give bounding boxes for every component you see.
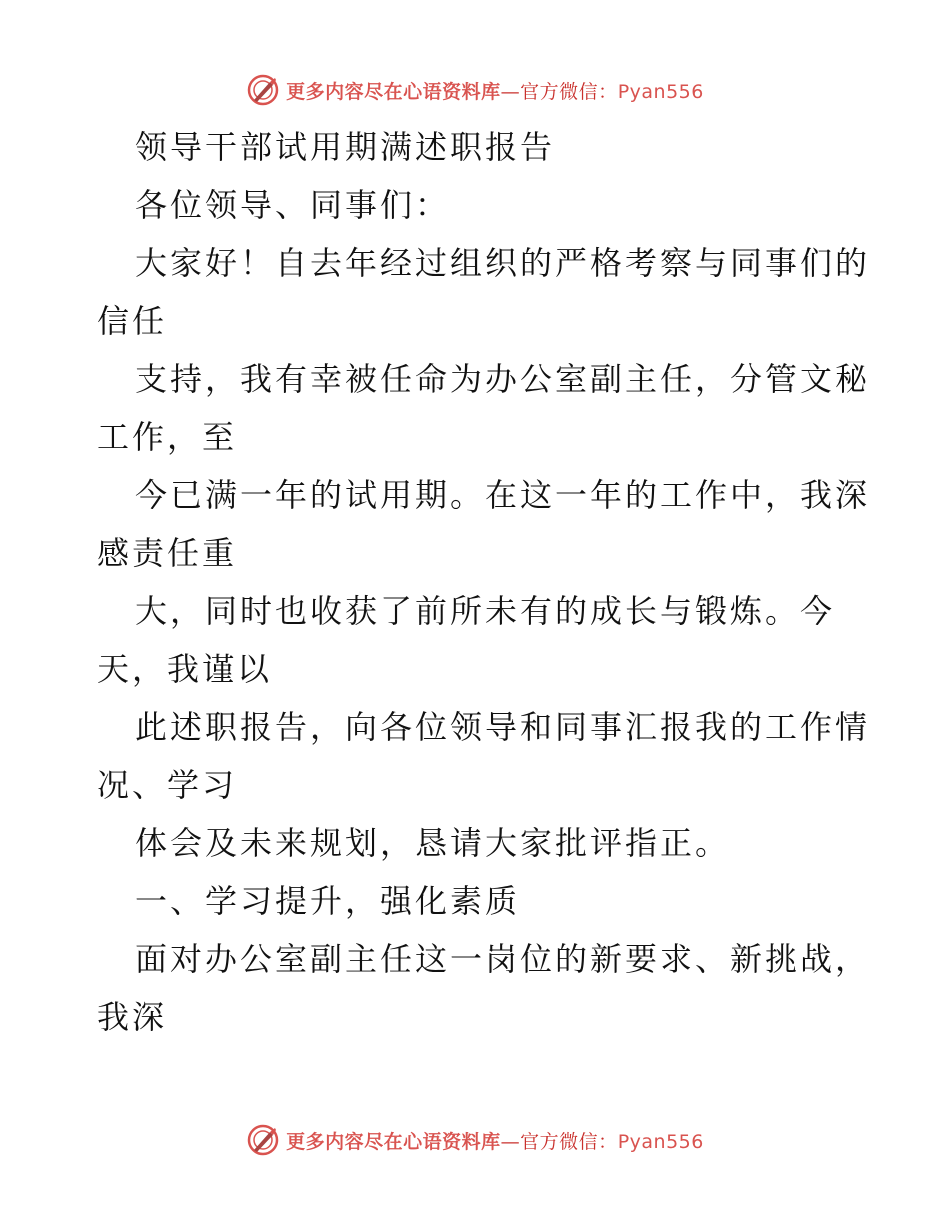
watermark-dash: — [500,80,521,103]
quill-seal-logo-icon [246,73,280,107]
document-line: 支持，我有幸被任命为办公室副主任，分管文秘 [135,360,871,398]
watermark-brand: 更多内容尽在心语资料库 [286,80,501,103]
document-line: 大家好！自去年经过组织的严格考察与同事们的 [135,244,871,282]
document-line: 体会及未来规划，恳请大家批评指正。 [135,824,731,862]
watermark-brand: 更多内容尽在心语资料库 [286,1130,501,1153]
document-line: 工作，至 [97,418,238,456]
document-line: 各位领导、同事们： [135,186,451,224]
document-line: 我深 [97,998,168,1036]
document-line: 一、学习提升，强化素质 [135,882,521,920]
document-line: 信任 [97,302,168,340]
watermark-dash: — [500,1130,521,1153]
header-watermark-banner [0,70,950,110]
watermark-wechat-label: 官方微信： [520,80,618,103]
watermark-text [286,1127,704,1154]
document-line: 今已满一年的试用期。在这一年的工作中，我深 [135,476,871,514]
watermark-wechat-label: 官方微信： [520,1130,618,1153]
watermark-text [286,77,704,104]
quill-seal-logo-icon [246,1123,280,1157]
document-line: 况、学习 [97,766,238,804]
watermark-wechat-id: Pyan556 [617,80,704,103]
document-line: 大，同时也收获了前所未有的成长与锻炼。今 [135,592,836,630]
footer-watermark-banner [0,1120,950,1160]
document-line: 此述职报告，向各位领导和同事汇报我的工作情 [135,708,871,746]
document-line: 面对办公室副主任这一岗位的新要求、新挑战， [135,940,871,978]
document-line: 领导干部试用期满述职报告 [135,128,556,166]
document-line: 感责任重 [97,534,238,572]
watermark-wechat-id: Pyan556 [617,1130,704,1153]
document-body [97,118,871,1046]
document-line: 天，我谨以 [97,650,273,688]
